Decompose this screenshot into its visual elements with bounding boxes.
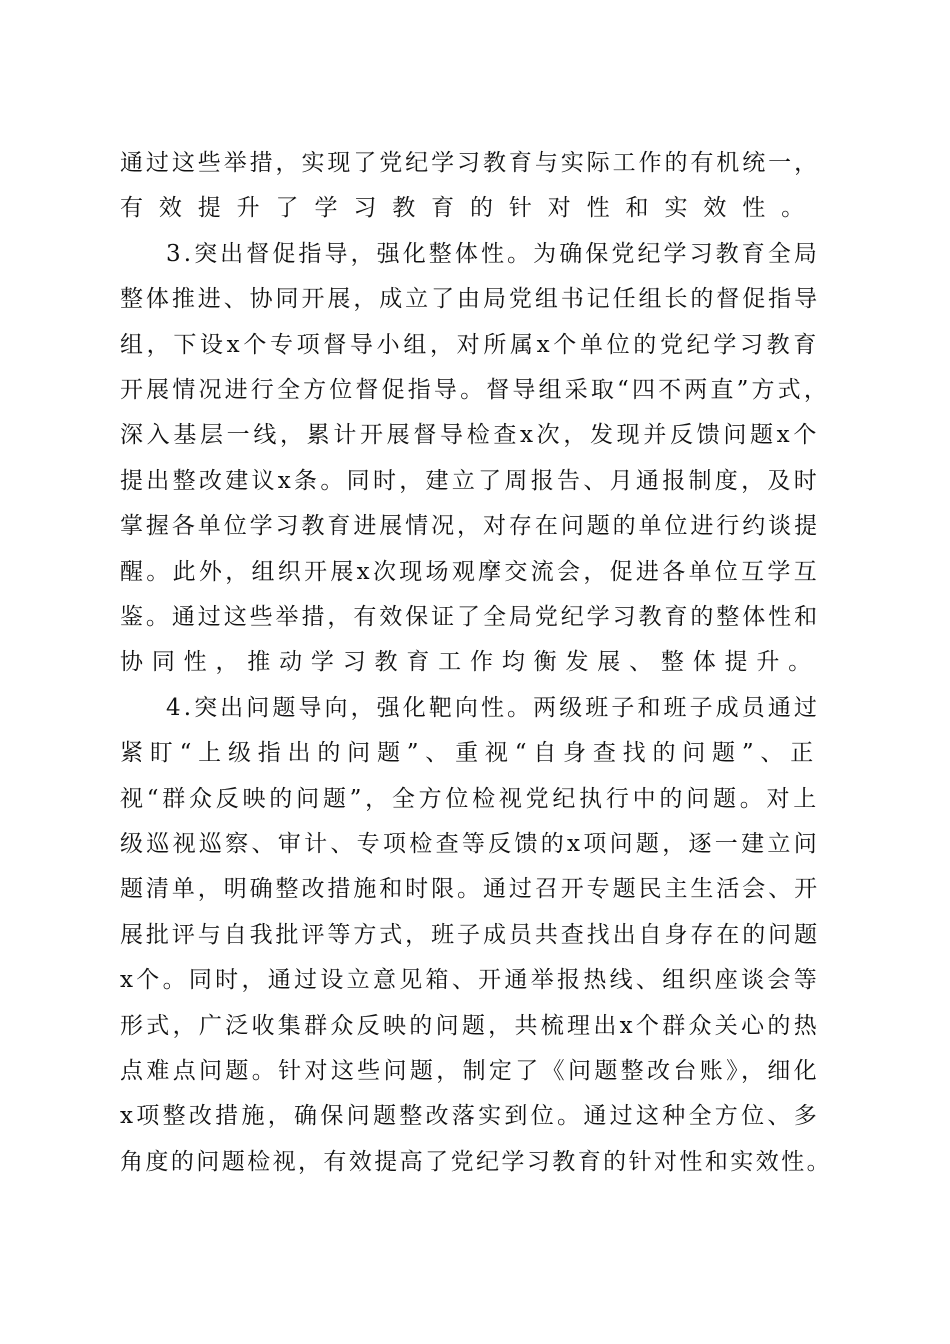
text-line: 3.突出督促指导，强化整体性。为确保党纪学习教育全局	[166, 241, 820, 267]
text-line: 展批评与自我批评等方式，班子成员共查找出自身存在的问题	[120, 922, 820, 948]
text-line: 级巡视巡察、审计、专项检查等反馈的x项问题，逐一建立问	[120, 831, 820, 857]
text-line: 点难点问题。针对这些问题，制定了《问题整改台账》，细化	[120, 1058, 820, 1084]
text-line: 鉴。通过这些举措，有效保证了全局党纪学习教育的整体性和	[120, 604, 820, 630]
text-line: 提出整改建议x条。同时，建立了周报告、月通报制度，及时	[120, 468, 820, 494]
text-line: 开展情况进行全方位督促指导。督导组采取“四不两直”方式，	[120, 377, 830, 403]
text-line: 掌握各单位学习教育进展情况，对存在问题的单位进行约谈提	[120, 513, 820, 539]
text-line: x个。同时，通过设立意见箱、开通举报热线、组织座谈会等	[120, 967, 820, 993]
text-line: 形式，广泛收集群众反映的问题，共梳理出x个群众关心的热	[120, 1013, 820, 1039]
text-line: 通过这些举措，实现了党纪学习教育与实际工作的有机统一，	[120, 150, 820, 176]
text-line: 醒。此外，组织开展x次现场观摩交流会，促进各单位互学互	[120, 559, 820, 585]
text-line: 角度的问题检视，有效提高了党纪学习教育的针对性和实效性。	[120, 1149, 832, 1175]
text-line: 整体推进、协同开展，成立了由局党组书记任组长的督促指导	[120, 286, 820, 312]
text-line: 有效提升了学习教育的针对性和实效性。	[120, 195, 820, 221]
text-line: 深入基层一线，累计开展督导检查x次，发现并反馈问题x个	[120, 422, 820, 448]
text-line: 组，下设x个专项督导小组，对所属x个单位的党纪学习教育	[120, 332, 820, 358]
text-line: 题清单，明确整改措施和时限。通过召开专题民主生活会、开	[120, 876, 820, 902]
text-line: 视“群众反映的问题”，全方位检视党纪执行中的问题。对上	[120, 786, 820, 812]
text-line: x项整改措施，确保问题整改落实到位。通过这种全方位、多	[120, 1103, 820, 1129]
text-line: 协同性，推动学习教育工作均衡发展、整体提升。	[120, 649, 820, 675]
text-line: 4.突出问题导向，强化靶向性。两级班子和班子成员通过	[166, 695, 820, 721]
text-line: 紧盯“上级指出的问题”、重视“自身查找的问题”、正	[120, 740, 820, 766]
